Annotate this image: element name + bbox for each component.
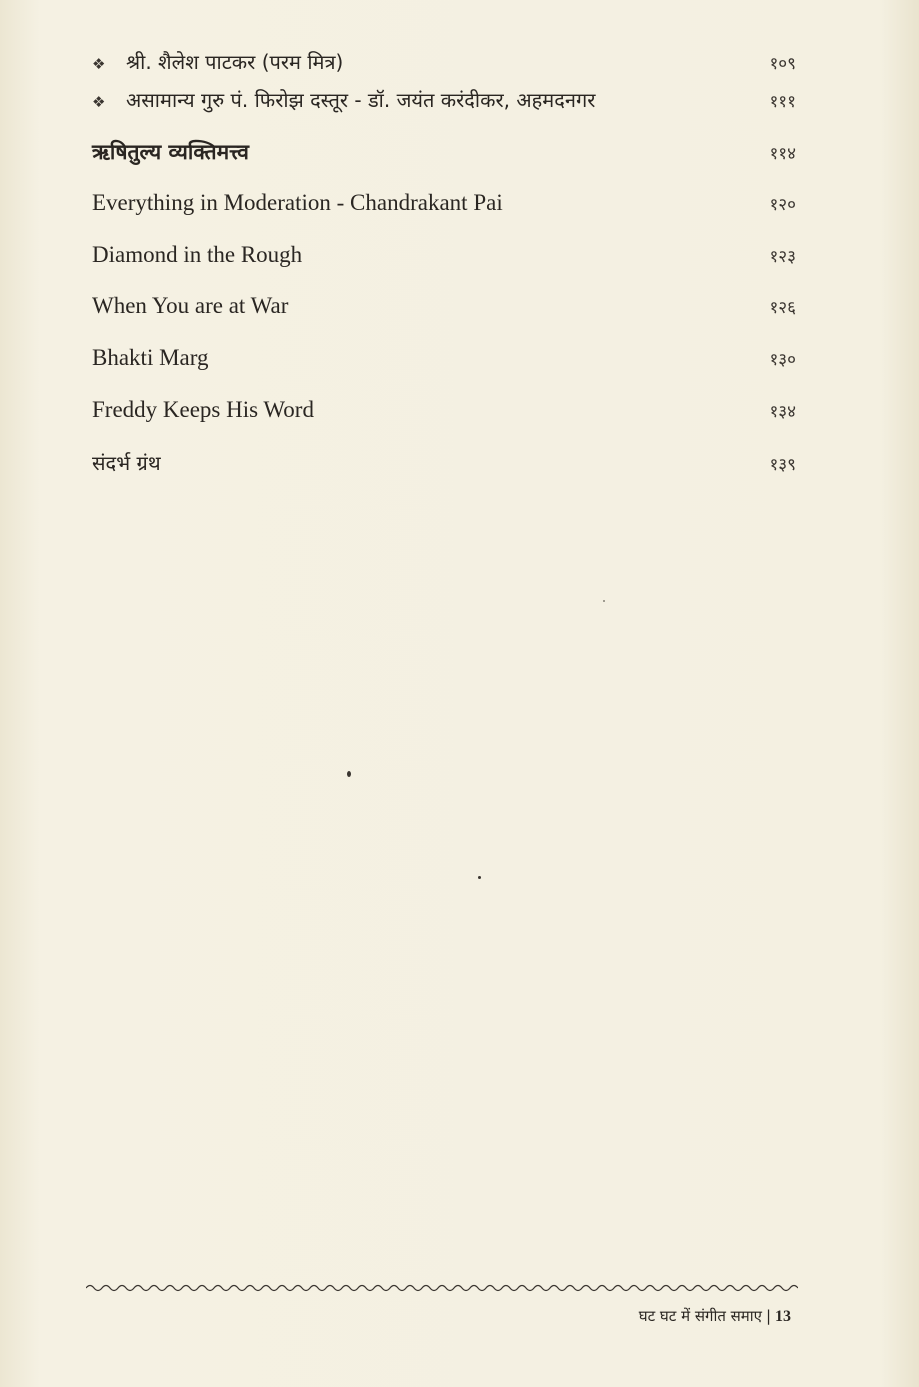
toc-entry [92, 242, 798, 293]
toc-entry-title: ऋषितुल्य व्यक्तिमत्त्व [92, 140, 249, 164]
page-number: 13 [775, 1308, 791, 1325]
toc-entry-page: १३९ [769, 455, 796, 475]
table-of-contents [92, 48, 798, 501]
toc-entry-title: Diamond in the Rough [92, 242, 303, 267]
toc-entry-page: १११ [769, 92, 796, 112]
footer-separator: | [765, 1307, 771, 1325]
toc-entry-title: When You are at War [92, 293, 289, 318]
diamond-bullet-icon: ❖ [92, 93, 106, 111]
toc-entry-title: संदर्भ ग्रंथ [92, 451, 161, 475]
toc-entry [92, 397, 798, 449]
page-footer [639, 1306, 791, 1326]
ink-speck [478, 876, 481, 879]
diamond-bullet-icon: ❖ [92, 55, 106, 73]
toc-entry [92, 48, 798, 86]
toc-entry [92, 449, 798, 501]
toc-entry-page: १३४ [769, 402, 796, 422]
toc-entry-title: Bhakti Marg [92, 345, 209, 370]
toc-entry [92, 345, 798, 397]
toc-entry-page: १२० [769, 195, 796, 215]
running-title: घट घट में संगीत समाए [638, 1307, 762, 1325]
toc-entry-title: Freddy Keeps His Word [92, 397, 314, 422]
toc-entry-title: असामान्य गुरु पं. फिरोझ दस्तूर - डॉ. जयंत करंदीकर, अहमदनगर [126, 88, 596, 112]
toc-entry [92, 86, 798, 138]
ink-speck [603, 600, 605, 602]
ink-speck [347, 771, 351, 777]
toc-entry-title: श्री. शैलेश पाटकर (परम मित्र) [126, 50, 344, 74]
toc-entry [92, 293, 798, 345]
toc-entry [92, 190, 798, 242]
toc-entry-page: १२३ [769, 247, 796, 267]
toc-entry-page: ११४ [769, 144, 796, 164]
toc-section-heading [92, 138, 798, 190]
wavy-divider [86, 1282, 798, 1294]
toc-entry-page: १३० [769, 350, 796, 370]
toc-entry-title: Everything in Moderation - Chandrakant Pai [92, 190, 503, 215]
toc-entry-page: १२६ [769, 298, 796, 318]
toc-entry-page: १०९ [769, 54, 796, 74]
